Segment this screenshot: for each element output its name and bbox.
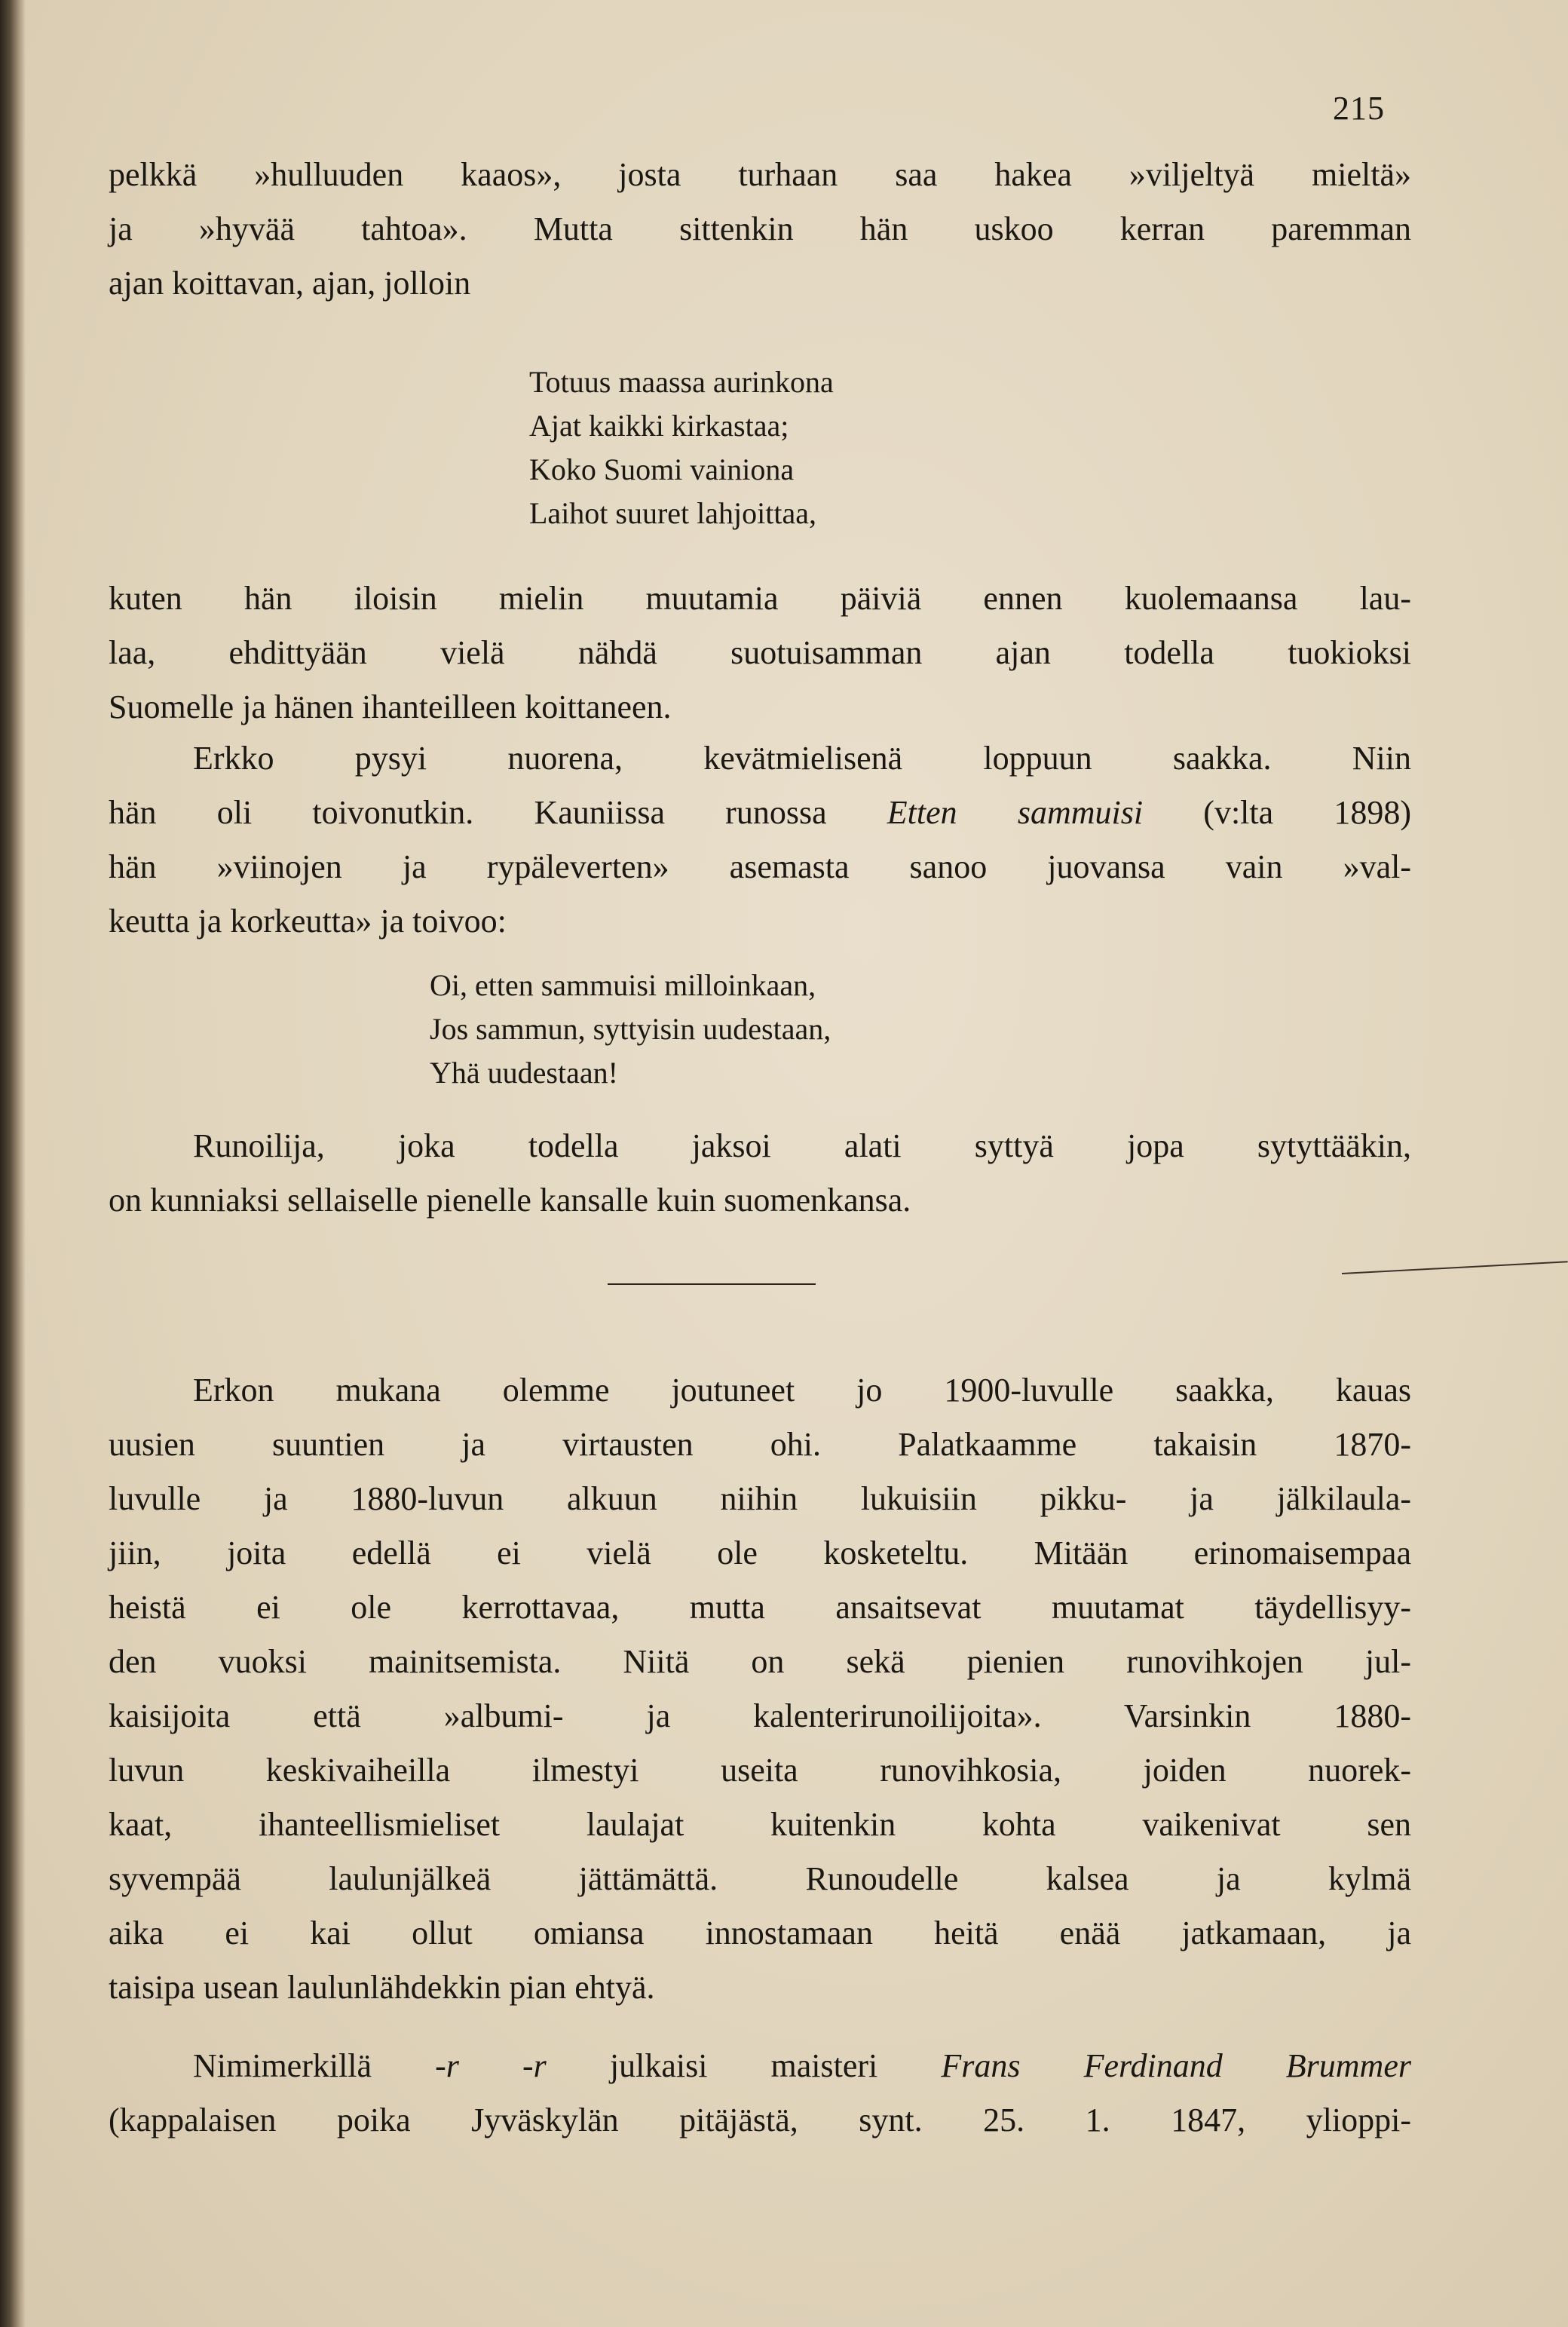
verse-line: Laihot suuret lahjoittaa, [529,496,816,530]
verse-line: Totuus maassa aurinkona [529,365,834,399]
text-line: hän »viinojen ja rypäleverten» asemasta sanoo juovansa vain »val- [109,848,1411,885]
verse-line: Oi, etten sammuisi milloinkaan, [430,968,816,1002]
text-line-content: Erkko pysyi nuorena, kevätmielisenä loppuun saakka. Niin [193,740,1411,777]
paragraph-intro [109,148,1411,311]
verse-etten-sammuisi [430,964,831,1095]
text-line: pelkkä »hulluuden kaaos», josta turhaan saa hakea »viljeltyä mieltä» [109,156,1411,193]
section-separator [608,1283,816,1285]
text-segment: hän oli toivonutkin. Kauniissa runossa [109,794,887,831]
text-line: kaat, ihanteellismieliset laulajat kuitenkin kohta vaikenivat sen [109,1806,1411,1843]
text-line: uusien suuntien ja virtausten ohi. Palatkaamme takaisin 1870- [109,1426,1411,1463]
text-line [109,2039,1411,2093]
text-line: ja »hyvää tahtoa». Mutta sittenkin hän uskoo kerran paremman [109,210,1411,247]
text-line: kaisijoita että »albumi- ja kalenterirunoilijoita». Varsinkin 1880- [109,1697,1411,1734]
text-line: heistä ei ole kerrottavaa, mutta ansaitsevat muutamat täydellisyy- [109,1589,1411,1626]
text-line: (kappalaisen poika Jyväskylän pitäjästä, synt. 25. 1. 1847, ylioppi- [109,2102,1411,2138]
text-line: laa, ehdittyään vielä nähdä suotuisamman ajan todella tuokioksi [109,634,1411,671]
text-line [109,1363,1411,1418]
poem-title: Etten sammuisi [887,794,1144,831]
verse-totuus [529,360,834,535]
paragraph-erkon-mukana [109,1363,1411,2015]
text-line: aika ei kai ollut omiansa innostamaan heitä enää jatkamaan, ja [109,1915,1411,1951]
person-name: Frans Ferdinand Brummer [941,2047,1411,2084]
pseudonym: -r -r [435,2047,547,2084]
text-line: on kunniaksi sellaiselle pienelle kansalle kuin suomenkansa. [109,1182,911,1219]
text-line: luvulle ja 1880-luvun alkuun niihin lukuisiin pikku- ja jälkilaula- [109,1480,1411,1517]
text-line: luvun keskivaiheilla ilmestyi useita runovihkosia, joiden nuorek- [109,1752,1411,1789]
text-segment: Nimimerkillä [193,2047,436,2084]
text-line: ajan koittavan, ajan, jolloin [109,265,471,302]
paragraph-nimimerkilla [109,2039,1411,2148]
text-segment: julkaisi maisteri [546,2047,942,2084]
print-mark [1342,1261,1568,1274]
text-line-content: Erkon mukana olemme joutuneet jo 1900-luvulle saakka, kauas [193,1372,1411,1409]
verse-line: Yhä uudestaan! [430,1056,618,1090]
text-line: kuten hän iloisin mielin muutamia päiviä ennen kuolemaansa lau- [109,580,1411,617]
verse-line: Koko Suomi vainiona [529,452,795,486]
text-line: syvempää laulunjälkeä jättämättä. Runoudelle kalsea ja kylmä [109,1860,1411,1897]
text-line: Suomelle ja hänen ihanteilleen koittaneen. [109,688,672,725]
verse-line: Ajat kaikki kirkastaa; [529,409,789,443]
book-spine-shadow [0,0,26,2327]
paragraph-erkko [109,731,1411,949]
text-line: keutta ja korkeutta» ja toivoo: [109,903,507,940]
text-line [109,1119,1411,1173]
text-line: jiin, joita edellä ei vielä ole kosketeltu. Mitään erinomaisempaa [109,1534,1411,1571]
page-number: 215 [1333,90,1385,127]
verse-line: Jos sammun, syttyisin uudestaan, [430,1012,831,1046]
text-segment: (v:lta 1898) [1143,794,1411,831]
text-line: den vuoksi mainitsemista. Niitä on sekä pienien runovihkojen jul- [109,1643,1411,1680]
paragraph-kuten [109,572,1411,734]
text-line: taisipa usean laulunlähdekkin pian ehtyä. [109,1969,655,2006]
paragraph-runoilija [109,1119,1411,1228]
text-line [109,731,1411,786]
text-line [109,786,1411,840]
text-line-content: Runoilija, joka todella jaksoi alati syttyä jopa sytyttääkin, [193,1127,1411,1164]
